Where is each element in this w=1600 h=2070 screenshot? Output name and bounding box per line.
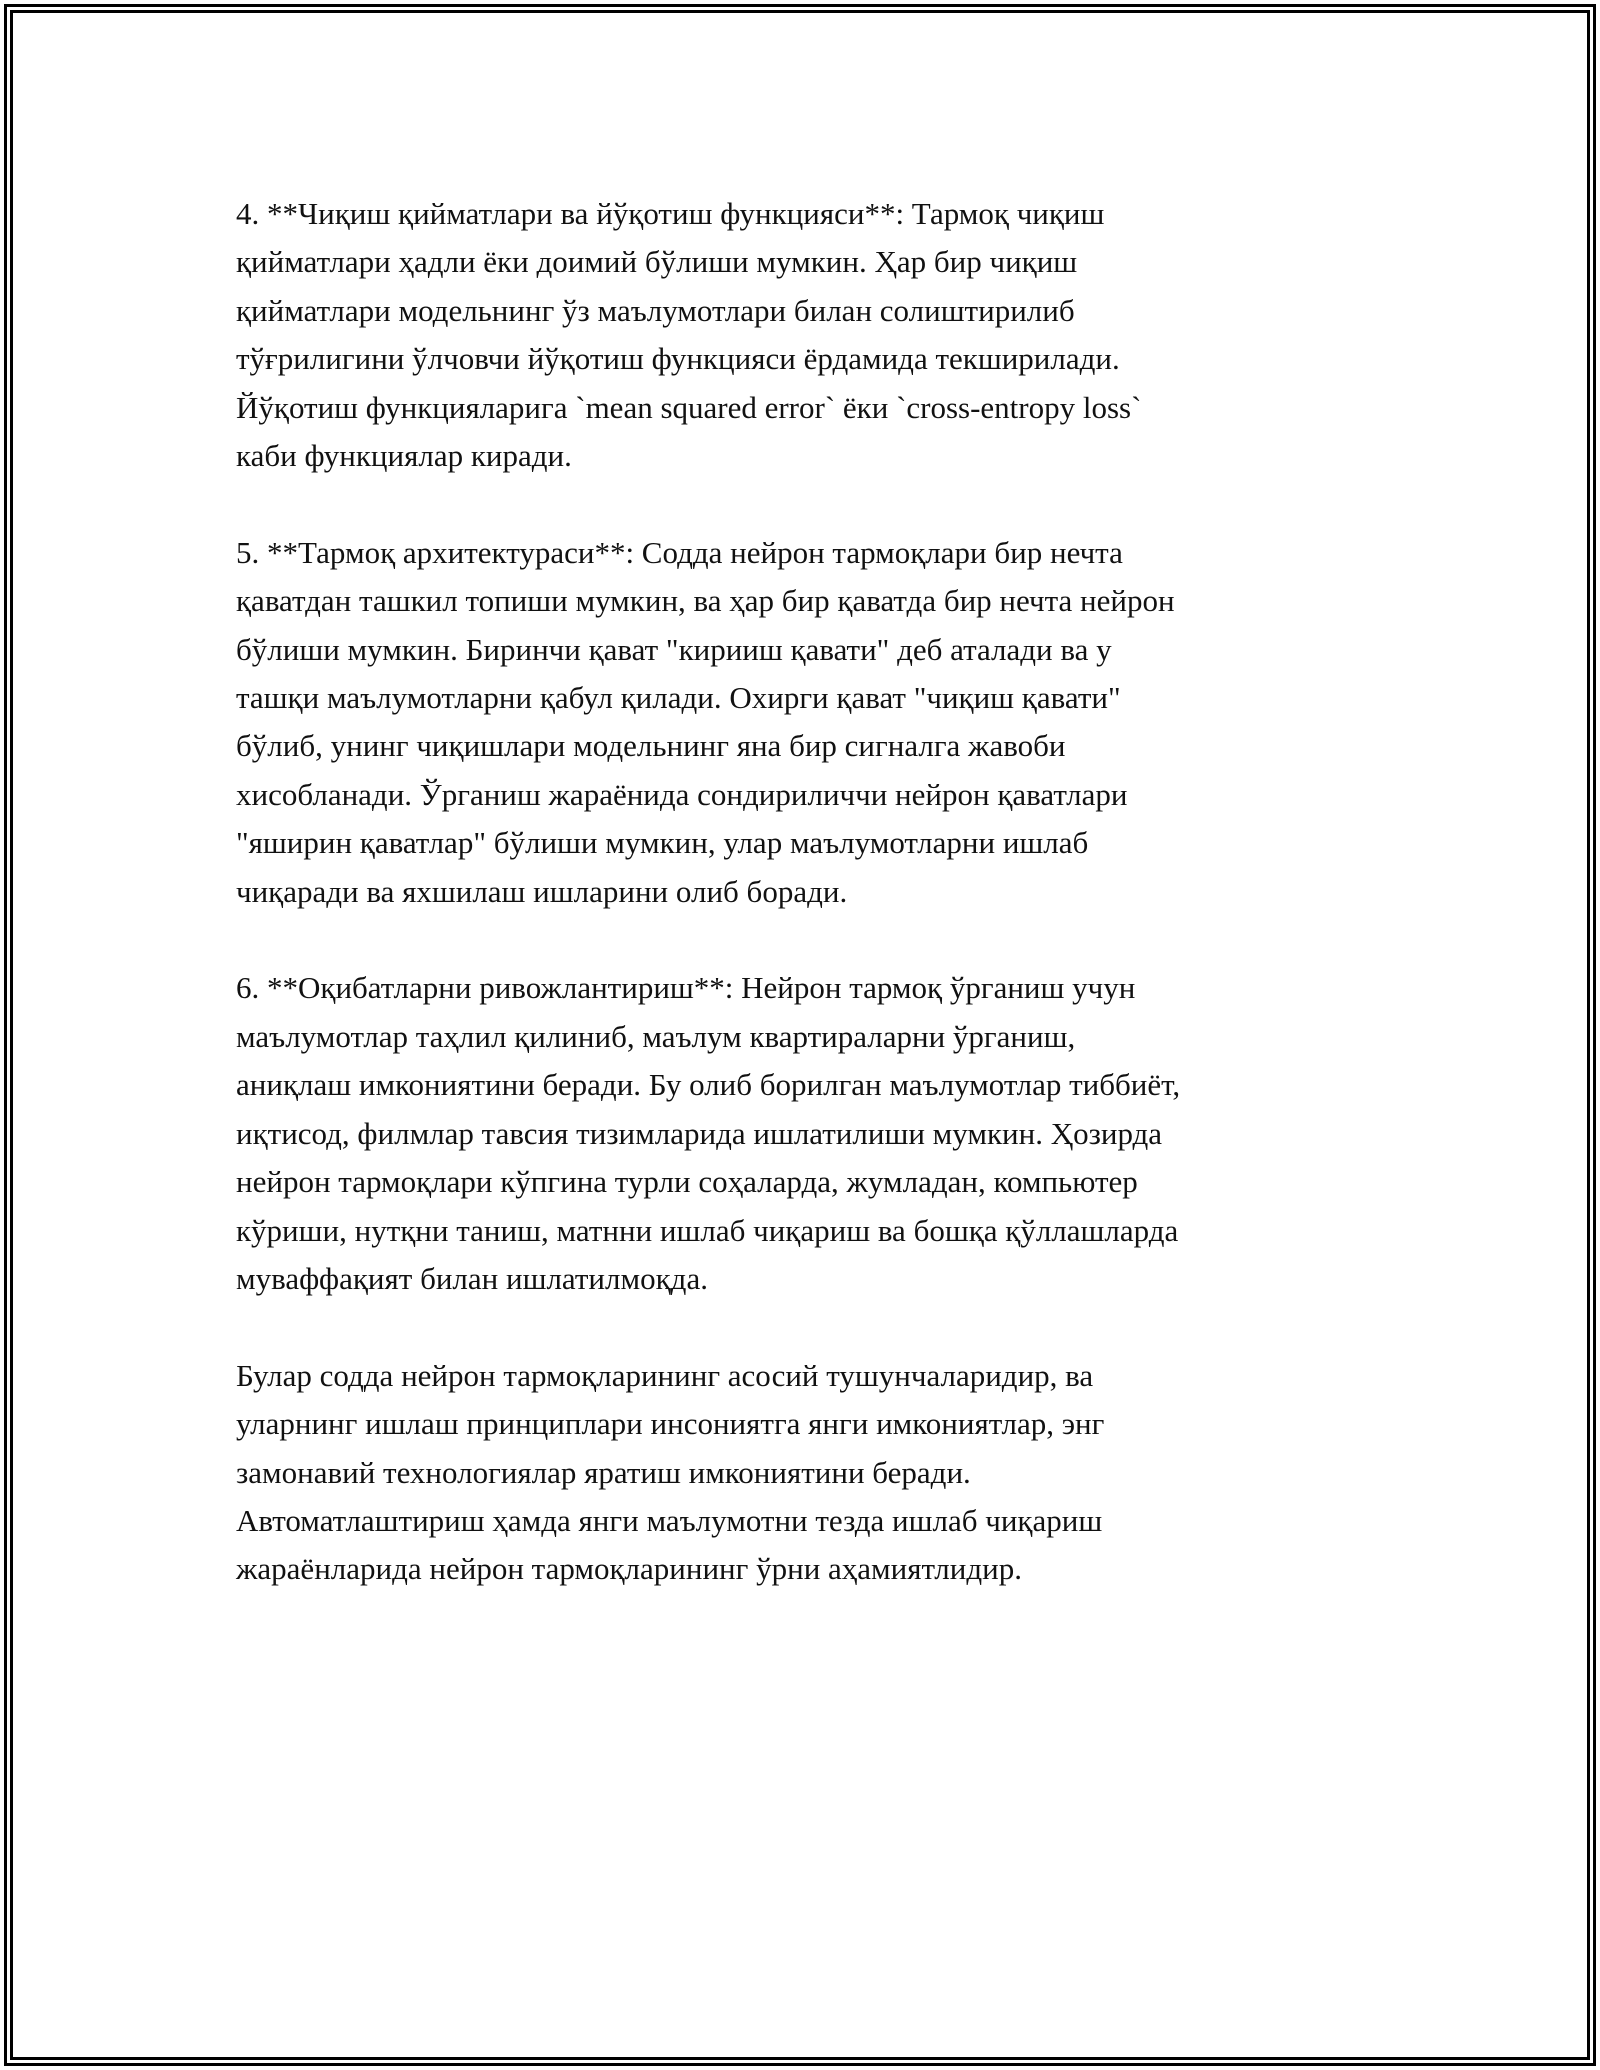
text-line: аниқлаш имкониятини беради. Бу олиб борилган маълумотлар тиббиёт,	[236, 1067, 1181, 1103]
text-line: қийматлари модельнинг ўз маълумотлари билан солиштирилиб	[236, 292, 1075, 328]
text-line: хисобланади. Ўрганиш жараёнида сондириличчи нейрон қаватлари	[236, 776, 1128, 812]
paragraph-output-values-loss	[236, 190, 1366, 480]
paragraph-network-architecture	[236, 529, 1366, 916]
text-line: уларнинг ишлаш принциплари инсониятга янги имкониятлар, энг	[236, 1406, 1105, 1442]
text-line: маълумотлар таҳлил қилиниб, маълум квартираларни ўрганиш,	[236, 1018, 1076, 1054]
text-line: 6. **Оқибатларни ривожлантириш**: Нейрон тармоқ ўрганиш учун	[236, 970, 1136, 1006]
paragraph-conclusion	[236, 1352, 1366, 1594]
text-line: "яширин қаватлар" бўлиши мумкин, улар маълумотларни ишлаб	[236, 825, 1089, 861]
document-body	[236, 190, 1366, 1642]
text-line: қийматлари ҳадли ёки доимий бўлиши мумкин. Ҳар бир чиқиш	[236, 244, 1078, 280]
text-line: замонавий технологиялар яратиш имкониятини беради.	[236, 1454, 971, 1490]
text-line: Булар содда нейрон тармоқларининг асосий тушунчаларидир, ва	[236, 1357, 1094, 1393]
text-line: 4. **Чиқиш қийматлари ва йўқотиш функцияси**: Тармоқ чиқиш	[236, 196, 1105, 231]
text-line: муваффақият билан ишлатилмоқда.	[236, 1260, 708, 1296]
paragraph-outcomes-development	[236, 964, 1366, 1303]
text-line: нейрон тармоқлари кўпгина турли соҳаларда, жумладан, компьютер	[236, 1164, 1138, 1200]
text-line: тўғрилигини ўлчовчи йўқотиш функцияси ёрдамида текширилади.	[236, 341, 1120, 377]
text-line: бўлиб, унинг чиқишлари модельнинг яна бир сигналга жавоби	[236, 728, 1066, 764]
text-line: ташқи маълумотларни қабул қилади. Охирги қават "чиқиш қавати"	[236, 680, 1121, 716]
text-line: 5. **Тармоқ архитектураси**: Содда нейрон тармоқлари бир нечта	[236, 534, 1123, 570]
text-line: иқтисод, филмлар тавсия тизимларида ишлатилиши мумкин. Ҳозирда	[236, 1115, 1163, 1151]
text-line: чиқаради ва яхшилаш ишларини олиб боради.	[236, 873, 848, 909]
text-line: каби функциялар киради.	[236, 438, 572, 474]
text-line: жараёнларида нейрон тармоқларининг ўрни аҳамиятлидир.	[236, 1551, 1022, 1587]
text-line: қаватдан ташкил топиши мумкин, ва ҳар бир қаватда бир нечта нейрон	[236, 583, 1175, 619]
text-line: бўлиши мумкин. Биринчи қават "кирииш қавати" деб аталади ва у	[236, 631, 1112, 667]
text-line: Йўқотиш функцияларига `mean squared error` ёки `cross-entropy loss`	[236, 389, 1142, 425]
text-line: Автоматлаштириш ҳамда янги маълумотни тезда ишлаб чиқариш	[236, 1502, 1103, 1538]
text-line: кўриши, нутқни таниш, матнни ишлаб чиқариш ва бошқа қўллашларда	[236, 1212, 1179, 1248]
